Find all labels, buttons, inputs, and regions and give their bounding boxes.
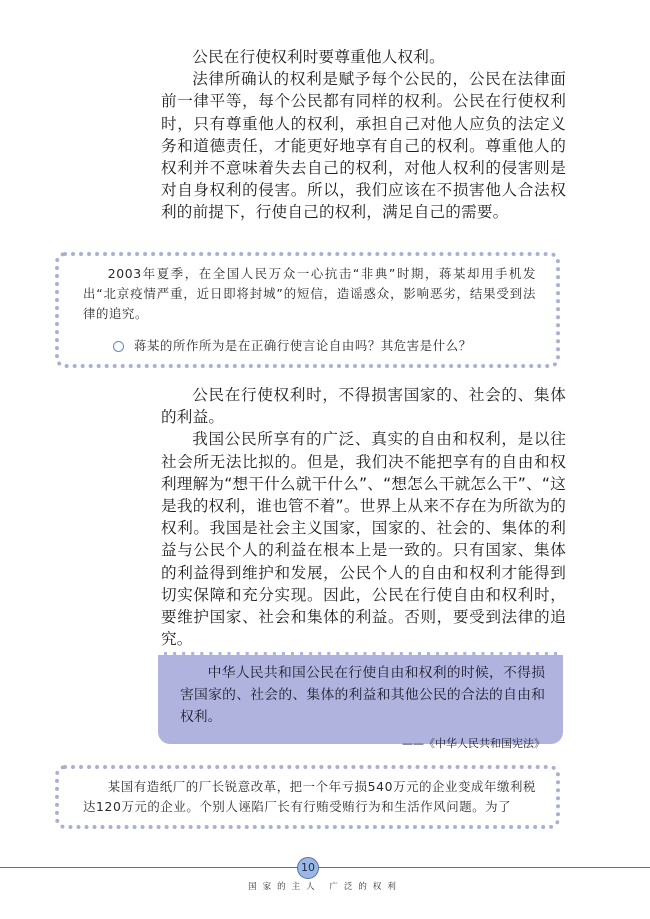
page-number: 10 [297, 857, 319, 879]
constitution-quote-box [158, 652, 563, 750]
case-text: 2003年夏季，在全国人民万众一心抗击“非典”时期，蒋某却用手机发出“北京疫情严重，近日即将封城”的短信，造谣惑众，影响恶劣，结果受到法律的追究。 [83, 266, 536, 321]
question-text: 蒋某的所作所为是在正确行使言论自由吗？其危害是什么？ [134, 338, 472, 353]
footer-chapter-title: 国家的主人 广泛的权利 [248, 882, 402, 892]
case-study-box [55, 252, 560, 368]
quote-text: 中华人民共和国公民在行使自由和权利的时候，不得损害国家的、社会的、集体的利益和其他公民的合法的自由和权利。 [180, 665, 545, 725]
section-heading: 公民在行使权利时，不得损害国家的、社会的、集体的利益。 [161, 386, 566, 427]
body-paragraph: 我国公民所享有的广泛、真实的自由和权利，是以往社会所无法比拟的。但是，我们决不能把享有的自由和权利理解为“想干什么就干什么”、“想怎么干就怎么干”、“这是我的权利，谁也管不着”。世界上从来不存在为所欲为的权利。我国是社会主义国家，国家的、社会的、集体的利益与公民个人的利益在根本上是一致的。只有国家、集体的利益得到维护和发展，公民个人的自由和权利才能得到切实保障和充分实现。因此，公民在行使自由和权利时，要维护国家、社会和集体的利益。否则，要受到法律的追究。 [161, 430, 566, 649]
body-paragraph: 法律所确认的权利是赋予每个公民的，公民在法律面前一律平等，每个公民都有同样的权利。公民在行使权利时，只有尊重他人的权利，承担自己对他人应负的法定义务和道德责任，才能更好地享有自己的权利。尊重他人的权利并不意味着失去自己的权利，对他人权利的侵害则是对自身权利的侵害。所以，我们应该在不损害他人合法权利的前提下，行使自己的权利，满足自己的需要。 [161, 70, 566, 222]
section-heading: 公民在行使权利时要尊重他人权利。 [192, 48, 445, 66]
case-study-box-2 [55, 765, 560, 829]
case-text: 某国有造纸厂的厂长锐意改革，把一个年亏损540万元的企业变成年缴利税达120万元的企业。个别人诬陷厂长有行贿受贿行为和生活作风问题。为了 [83, 779, 536, 814]
circle-bullet-icon [113, 341, 124, 352]
section-respect-others-rights [161, 46, 566, 224]
quote-source: ——《中华人民共和国宪法》 [402, 737, 545, 750]
footer-divider [0, 867, 650, 868]
discussion-question [83, 336, 536, 356]
section-public-interest [161, 384, 566, 650]
